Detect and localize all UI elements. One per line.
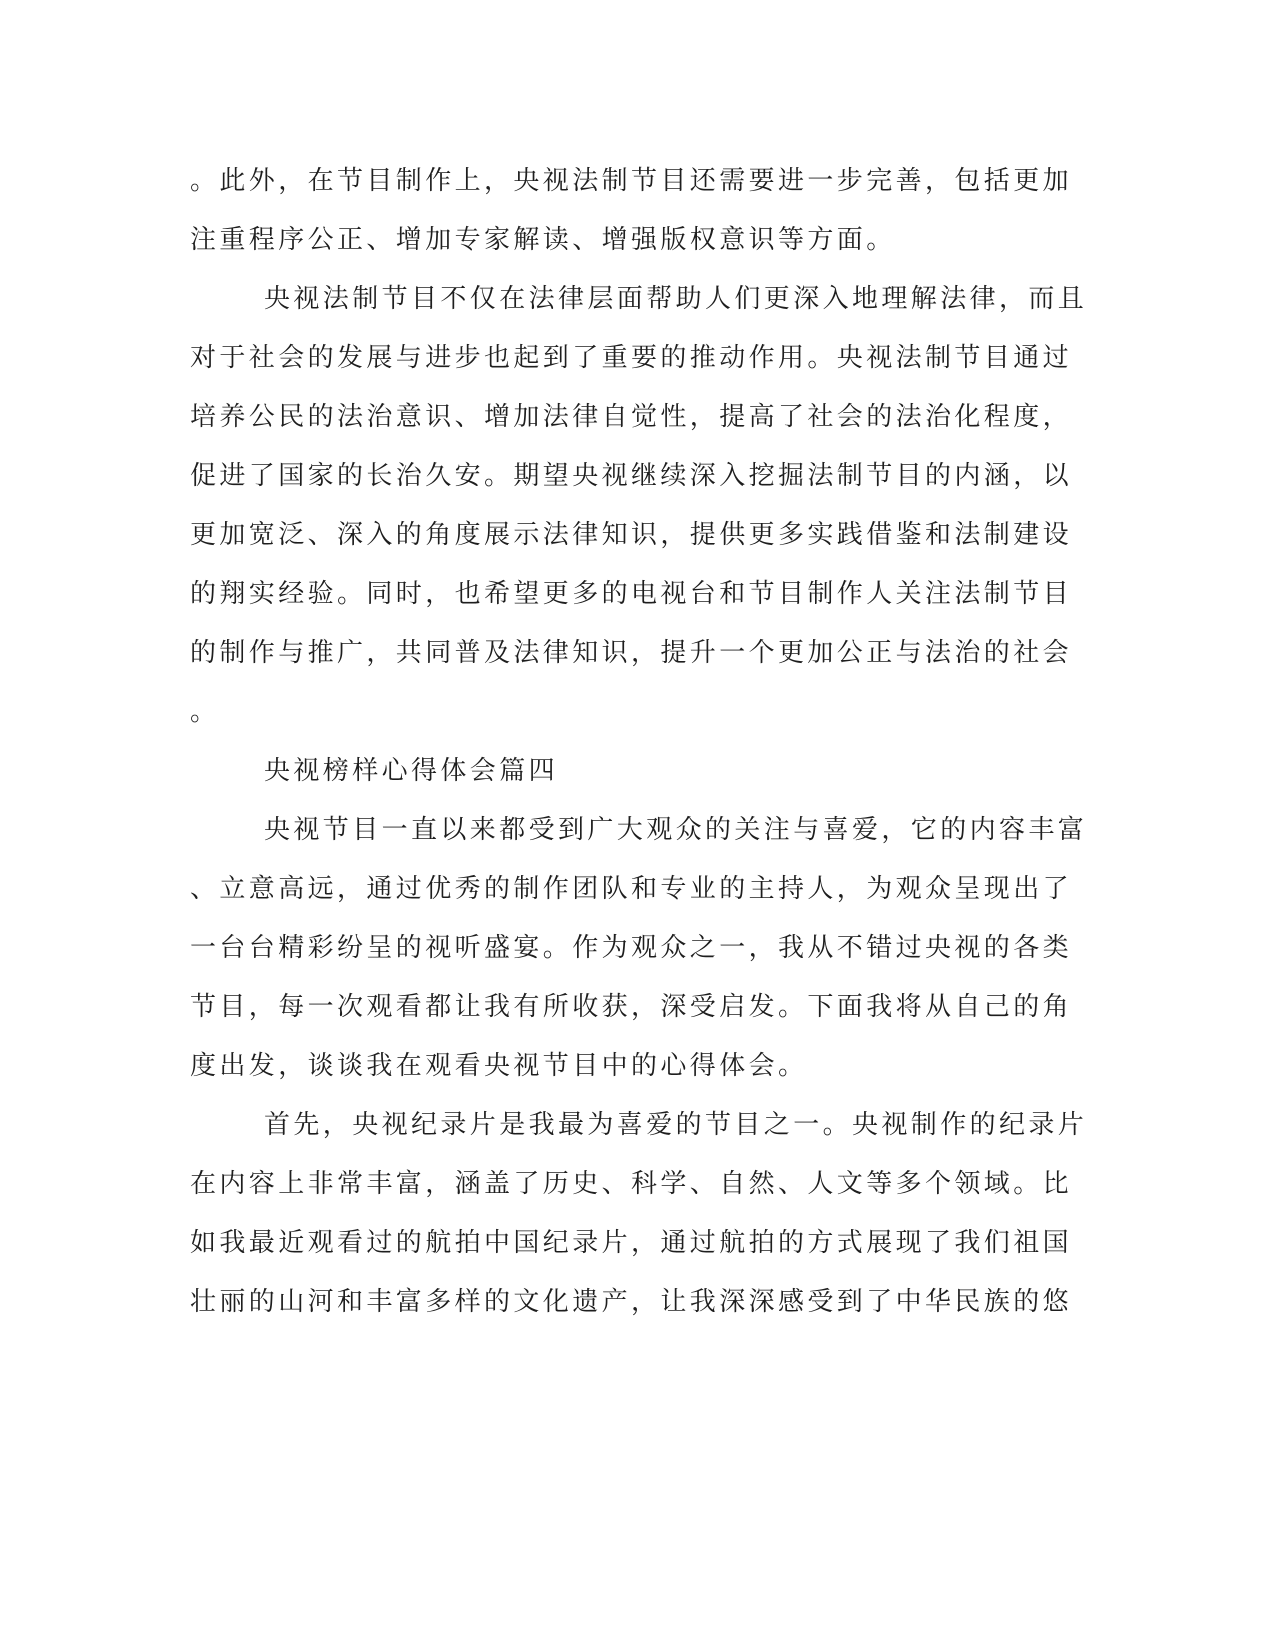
text-line: 注重程序公正、增加专家解读、增强版权意识等方面。 bbox=[190, 225, 896, 255]
text-line: 促进了国家的长治久安。期望央视继续深入挖掘法制节目的内涵，以 bbox=[190, 461, 1073, 491]
text-line: 的翔实经验。同时，也希望更多的电视台和节目制作人关注法制节目 bbox=[190, 579, 1073, 609]
text-line: 。此外，在节目制作上，央视法制节目还需要进一步完善，包括更加 bbox=[190, 166, 1073, 196]
text-line: 、立意高远，通过优秀的制作团队和专业的主持人，为观众呈现出了 bbox=[190, 874, 1073, 904]
text-line: 一台台精彩纷呈的视听盛宴。作为观众之一，我从不错过央视的各类 bbox=[190, 933, 1073, 963]
paragraph-first-line: 央视法制节目不仅在法律层面帮助人们更深入地理解法律，而且 bbox=[264, 284, 1088, 314]
text-line: 度出发，谈谈我在观看央视节目中的心得体会。 bbox=[190, 1051, 808, 1081]
text-line: 壮丽的山河和丰富多样的文化遗产，让我深深感受到了中华民族的悠 bbox=[190, 1287, 1073, 1317]
text-line: 。 bbox=[190, 697, 220, 727]
text-line: 在内容上非常丰富，涵盖了历史、科学、自然、人文等多个领域。比 bbox=[190, 1169, 1073, 1199]
text-line: 如我最近观看过的航拍中国纪录片，通过航拍的方式展现了我们祖国 bbox=[190, 1228, 1073, 1258]
paragraph-first-line: 央视节目一直以来都受到广大观众的关注与喜爱，它的内容丰富 bbox=[264, 815, 1088, 845]
text-line: 节目，每一次观看都让我有所收获，深受启发。下面我将从自己的角 bbox=[190, 992, 1073, 1022]
paragraph-first-line: 首先，央视纪录片是我最为喜爱的节目之一。央视制作的纪录片 bbox=[264, 1110, 1088, 1140]
text-line: 更加宽泛、深入的角度展示法律知识，提供更多实践借鉴和法制建设 bbox=[190, 520, 1073, 550]
text-line: 的制作与推广，共同普及法律知识，提升一个更加公正与法治的社会 bbox=[190, 638, 1073, 668]
text-line: 培养公民的法治意识、增加法律自觉性，提高了社会的法治化程度， bbox=[190, 402, 1073, 432]
section-heading: 央视榜样心得体会篇四 bbox=[264, 756, 559, 786]
text-line: 对于社会的发展与进步也起到了重要的推动作用。央视法制节目通过 bbox=[190, 343, 1073, 373]
